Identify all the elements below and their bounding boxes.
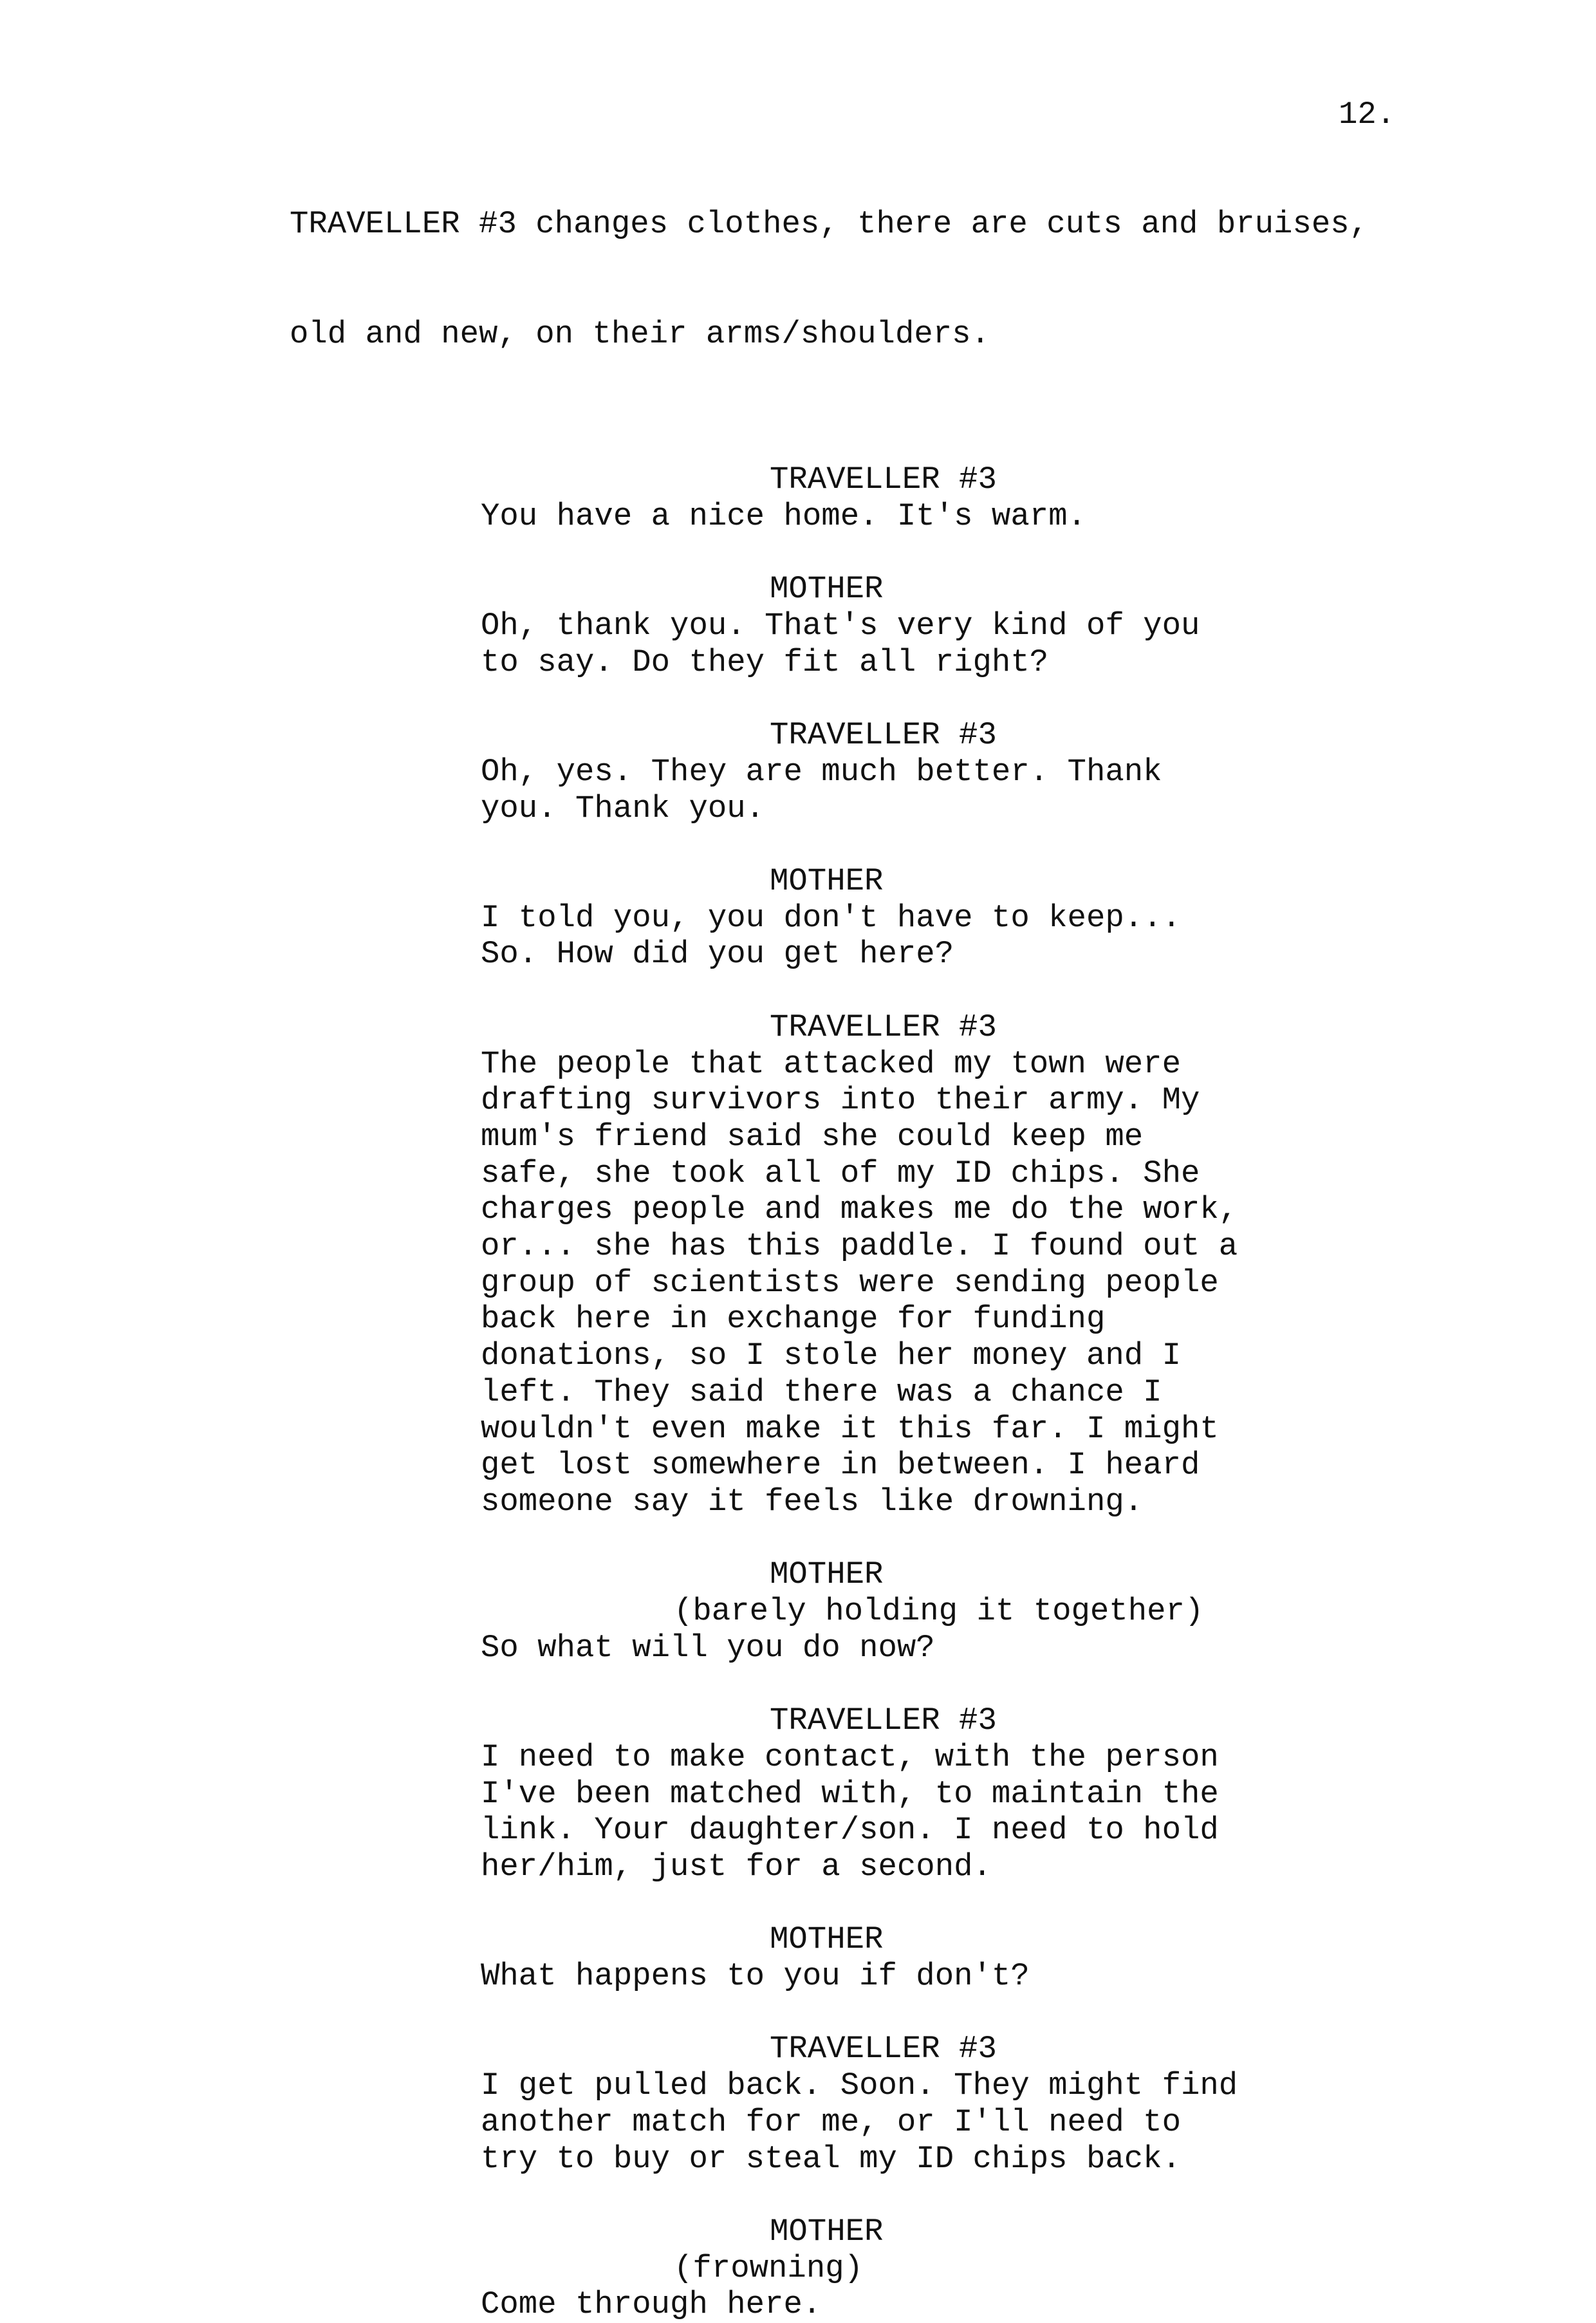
dialogue-block	[290, 571, 1448, 680]
dialogue-block	[290, 2031, 1448, 2177]
character-name: TRAVELLER #3	[770, 1703, 997, 1739]
script-body	[290, 133, 1448, 2323]
parenthetical: (barely holding it together)	[674, 1593, 1204, 1630]
dialogue-line: donations, so I stole her money and I	[481, 1338, 1181, 1374]
character-name: MOTHER	[770, 1556, 884, 1593]
dialogue-line: I've been matched with, to maintain the	[481, 1775, 1219, 1812]
parenthetical: (frowning)	[674, 2250, 864, 2286]
dialogue-line: So what will you do now?	[481, 1629, 935, 1666]
dialogue-line: I get pulled back. Soon. They might find	[481, 2067, 1238, 2104]
dialogue-line: try to buy or steal my ID chips back.	[481, 2140, 1181, 2177]
dialogue-block	[290, 863, 1448, 973]
dialogue-line: to say. Do they fit all right?	[481, 644, 1049, 680]
character-name: MOTHER	[770, 1921, 884, 1958]
dialogue-line: left. They said there was a chance I	[481, 1374, 1162, 1410]
dialogue-line: The people that attacked my town were	[481, 1045, 1181, 1082]
dialogue-block	[290, 1703, 1448, 1885]
dialogue-line: her/him, just for a second.	[481, 1848, 992, 1885]
dialogue-block	[290, 1921, 1448, 1994]
character-name: TRAVELLER #3	[770, 717, 997, 754]
dialogue-line: back here in exchange for funding	[481, 1301, 1106, 1338]
dialogue-line: Oh, thank you. That's very kind of you	[481, 608, 1200, 644]
action-paragraph	[290, 133, 1448, 425]
dialogue-line: charges people and makes me do the work,	[481, 1191, 1238, 1228]
dialogue-line: I told you, you don't have to keep...	[481, 899, 1181, 936]
character-name: MOTHER	[770, 2213, 884, 2250]
action-line: TRAVELLER #3 changes clothes, there are cuts and bruises,	[290, 206, 1369, 243]
character-name: TRAVELLER #3	[770, 462, 997, 498]
character-name: MOTHER	[770, 571, 884, 608]
dialogue-line: you. Thank you.	[481, 790, 765, 826]
dialogue-line: get lost somewhere in between. I heard	[481, 1447, 1200, 1484]
dialogue-line: group of scientists were sending people	[481, 1264, 1219, 1301]
character-name: TRAVELLER #3	[770, 1009, 997, 1045]
action-line: old and new, on their arms/shoulders.	[290, 315, 990, 352]
dialogue-line: So. How did you get here?	[481, 936, 954, 973]
dialogue-block	[290, 1556, 1448, 1666]
dialogue-line: someone say it feels like drowning.	[481, 1483, 1144, 1520]
dialogue-line: Come through here.	[481, 2286, 822, 2323]
dialogue-block	[290, 462, 1448, 534]
dialogue-line: another match for me, or I'll need to	[481, 2104, 1181, 2140]
dialogue-line: You have a nice home. It's warm.	[481, 498, 1086, 535]
dialogue-line: safe, she took all of my ID chips. She	[481, 1155, 1200, 1191]
dialogue-line: wouldn't even make it this far. I might	[481, 1410, 1219, 1447]
dialogue-line: Oh, yes. They are much better. Thank	[481, 753, 1162, 790]
dialogue-line: mum's friend said she could keep me	[481, 1118, 1144, 1155]
dialogue-block	[290, 2214, 1448, 2323]
dialogue-block	[290, 1009, 1448, 1520]
dialogue-line: I need to make contact, with the person	[481, 1739, 1219, 1775]
dialogue-line: or... she has this paddle. I found out a	[481, 1228, 1238, 1265]
dialogue-block	[290, 717, 1448, 826]
dialogue-line: drafting survivors into their army. My	[481, 1082, 1200, 1119]
dialogue-line: link. Your daughter/son. I need to hold	[481, 1812, 1219, 1849]
dialogue-container	[290, 462, 1448, 2323]
page-number: 12.	[1339, 97, 1396, 133]
dialogue-line: What happens to you if don't?	[481, 1958, 1030, 1995]
character-name: TRAVELLER #3	[770, 2031, 997, 2067]
character-name: MOTHER	[770, 863, 884, 899]
